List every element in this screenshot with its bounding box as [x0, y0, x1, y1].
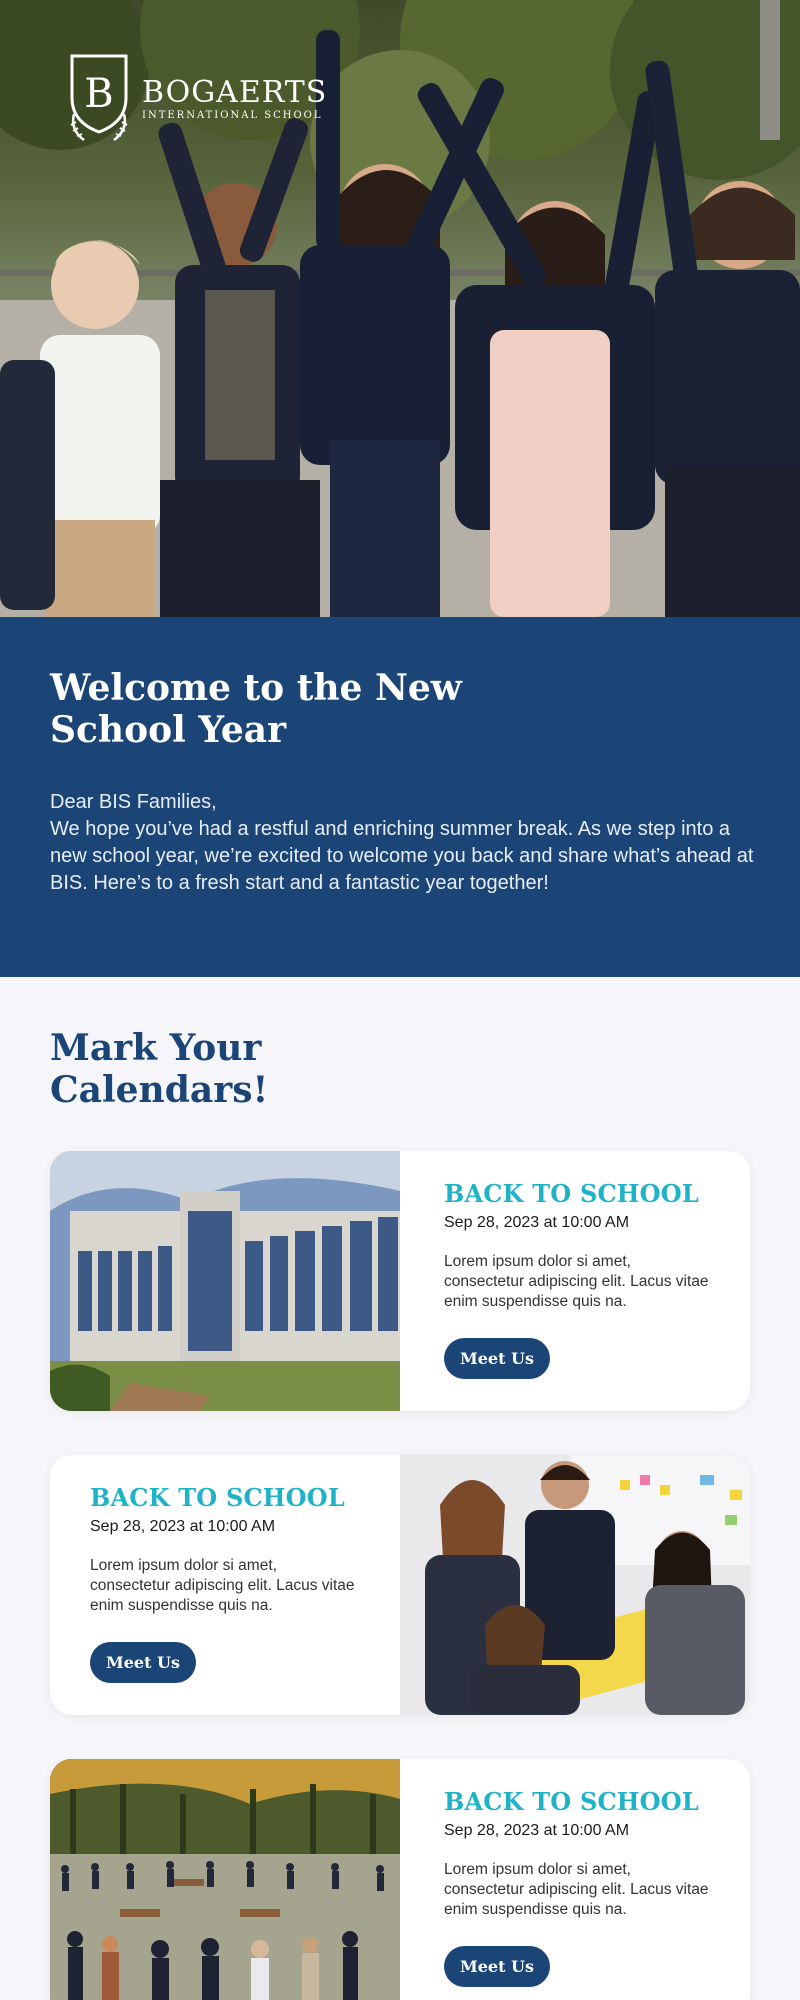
event-card	[50, 1759, 750, 2000]
event-image-students-classroom	[400, 1455, 750, 1715]
welcome-body: We hope you’ve had a restful and enriching summer break. As we step into a new school year, we’re excited to welcome you back and share what’s ahead at BIS. Here’s to a fresh start and a fantastic year together!	[50, 818, 754, 894]
meet-us-button[interactable]: Meet Us	[444, 1338, 550, 1379]
event-card	[50, 1455, 750, 1715]
event-description: Lorem ipsum dolor si amet, consectetur adipiscing elit. Lacus vitae enim suspendisse quis na.	[90, 1557, 355, 1614]
event-card	[50, 1151, 750, 1411]
event-description: Lorem ipsum dolor si amet, consectetur adipiscing elit. Lacus vitae enim suspendisse quis na.	[444, 1861, 709, 1918]
crest-icon	[64, 52, 134, 146]
calendar-heading: Mark Your Calendars!	[50, 1027, 269, 1111]
event-date: Sep 28, 2023 at 10:00 AM	[444, 1822, 630, 1839]
school-subtitle: INTERNATIONAL SCHOOL	[142, 109, 323, 121]
hero-image	[0, 0, 800, 617]
event-date: Sep 28, 2023 at 10:00 AM	[444, 1214, 630, 1231]
event-title: BACK TO SCHOOL	[444, 1179, 699, 1208]
school-logo[interactable]	[64, 52, 327, 146]
welcome-title: Welcome to the New School Year	[50, 667, 462, 751]
event-date: Sep 28, 2023 at 10:00 AM	[90, 1518, 276, 1535]
welcome-section	[0, 617, 800, 977]
event-image-outdoor-circle	[50, 1759, 400, 2000]
school-name: BOGAERTS	[142, 74, 328, 110]
welcome-greeting: Dear BIS Families,	[50, 791, 217, 813]
event-image-school-building	[50, 1151, 400, 1411]
event-description: Lorem ipsum dolor si amet, consectetur adipiscing elit. Lacus vitae enim suspendisse quis na.	[444, 1253, 709, 1310]
meet-us-button[interactable]: Meet Us	[90, 1642, 196, 1683]
crest-letter: B	[84, 71, 114, 117]
event-title: BACK TO SCHOOL	[90, 1483, 345, 1512]
meet-us-button[interactable]: Meet Us	[444, 1946, 550, 1987]
event-title: BACK TO SCHOOL	[444, 1787, 699, 1816]
calendar-section	[0, 977, 800, 2000]
